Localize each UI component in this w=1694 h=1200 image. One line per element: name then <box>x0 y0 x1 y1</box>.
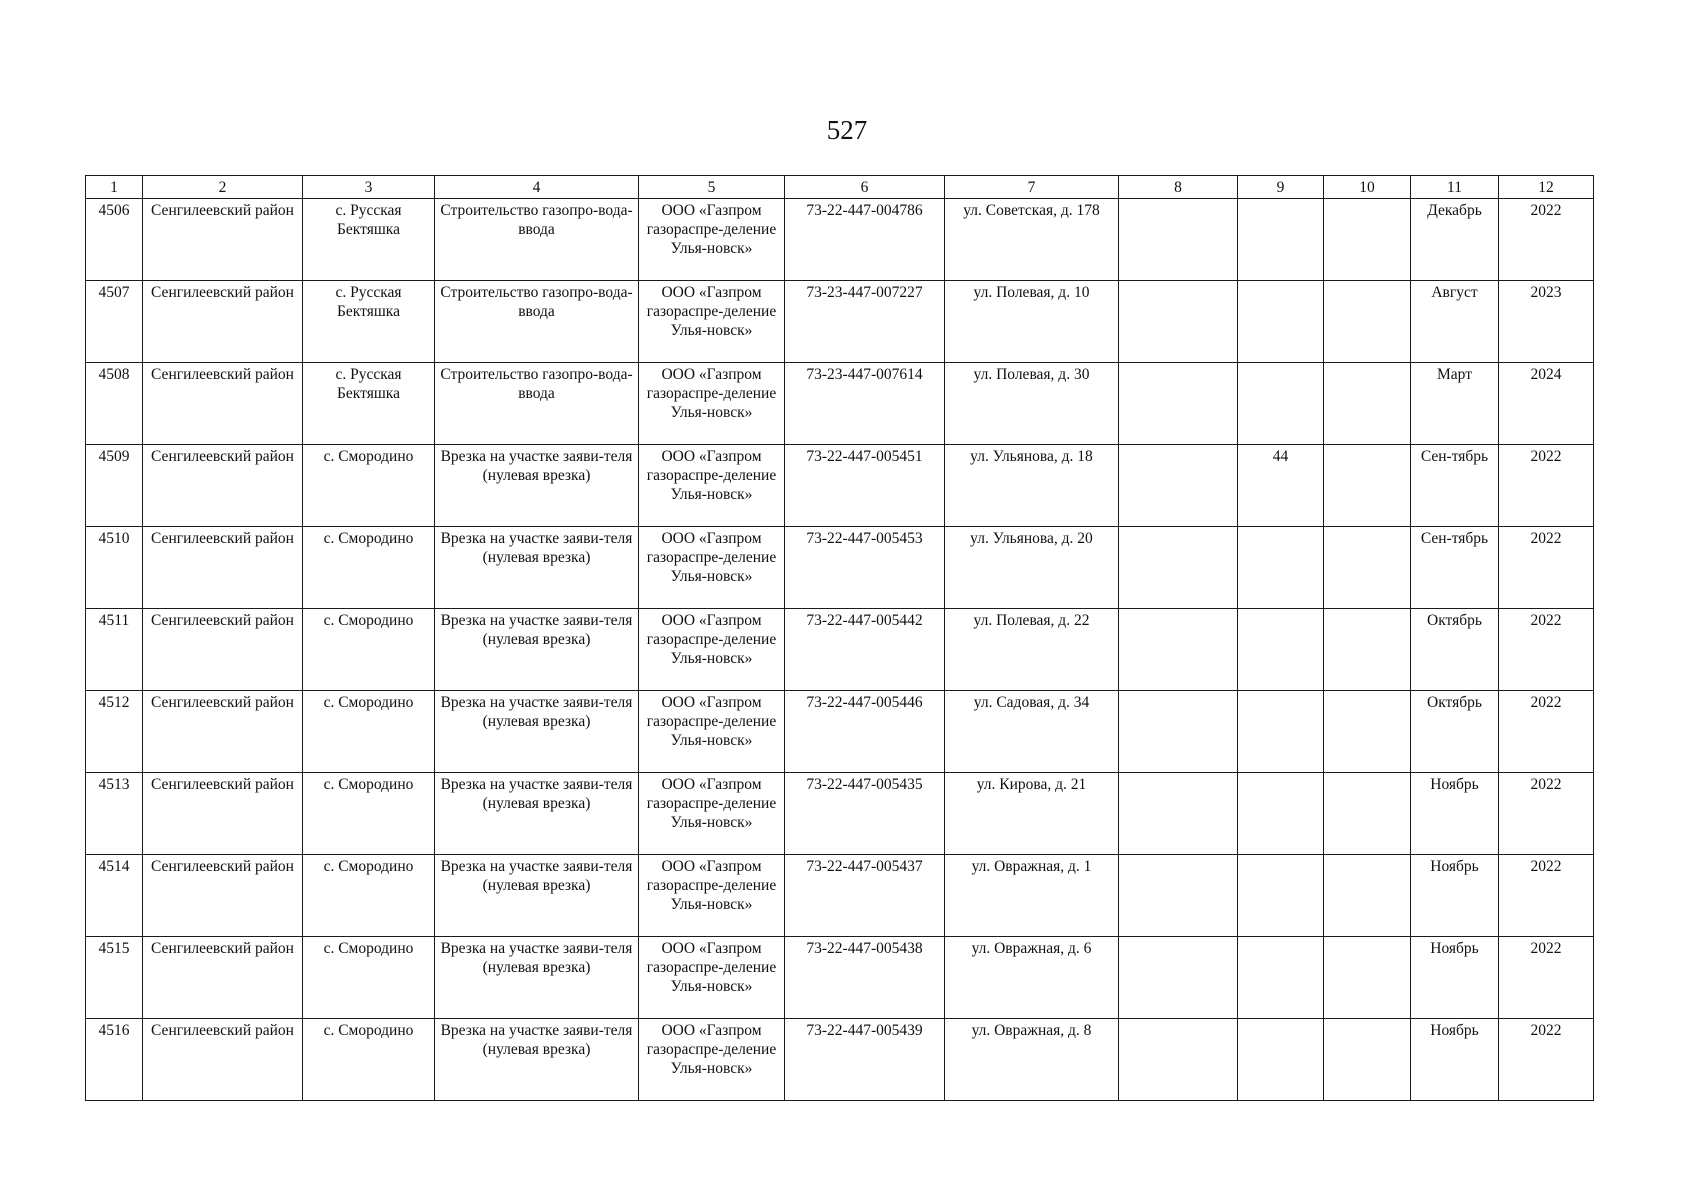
column-9-value <box>1238 855 1324 937</box>
row-number: 4514 <box>86 855 143 937</box>
year: 2023 <box>1499 281 1594 363</box>
work-type: Врезка на участке заяви-теля (нулевая врезка) <box>435 609 639 691</box>
column-header-12: 12 <box>1499 176 1594 199</box>
column-9-value <box>1238 691 1324 773</box>
column-10-value <box>1324 527 1411 609</box>
month: Ноябрь <box>1411 1019 1499 1101</box>
table-row <box>86 363 1594 445</box>
district: Сенгилеевский район <box>143 199 303 281</box>
table-row <box>86 1019 1594 1101</box>
month: Ноябрь <box>1411 855 1499 937</box>
organization: ООО «Газпром газораспре-деление Улья-новск» <box>639 855 785 937</box>
column-8-value <box>1119 855 1238 937</box>
column-8-value <box>1119 281 1238 363</box>
row-number: 4516 <box>86 1019 143 1101</box>
row-number: 4511 <box>86 609 143 691</box>
column-10-value <box>1324 773 1411 855</box>
object-code: 73-22-447-005438 <box>785 937 945 1019</box>
year: 2022 <box>1499 609 1594 691</box>
month: Октябрь <box>1411 609 1499 691</box>
row-number: 4510 <box>86 527 143 609</box>
address: ул. Овражная, д. 1 <box>945 855 1119 937</box>
address: ул. Полевая, д. 22 <box>945 609 1119 691</box>
column-header-6: 6 <box>785 176 945 199</box>
column-9-value <box>1238 609 1324 691</box>
organization: ООО «Газпром газораспре-деление Улья-новск» <box>639 609 785 691</box>
district: Сенгилеевский район <box>143 937 303 1019</box>
table-row <box>86 445 1594 527</box>
column-8-value <box>1119 445 1238 527</box>
table-row <box>86 937 1594 1019</box>
column-10-value <box>1324 855 1411 937</box>
table-row <box>86 855 1594 937</box>
month: Октябрь <box>1411 691 1499 773</box>
column-10-value <box>1324 609 1411 691</box>
column-10-value <box>1324 1019 1411 1101</box>
work-type: Врезка на участке заяви-теля (нулевая врезка) <box>435 527 639 609</box>
month: Ноябрь <box>1411 937 1499 1019</box>
organization: ООО «Газпром газораспре-деление Улья-новск» <box>639 773 785 855</box>
organization: ООО «Газпром газораспре-деление Улья-новск» <box>639 445 785 527</box>
column-header-2: 2 <box>143 176 303 199</box>
column-9-value <box>1238 937 1324 1019</box>
year: 2022 <box>1499 855 1594 937</box>
settlement: с. Русская Бектяшка <box>303 281 435 363</box>
column-header-9: 9 <box>1238 176 1324 199</box>
column-8-value <box>1119 363 1238 445</box>
address: ул. Садовая, д. 34 <box>945 691 1119 773</box>
month: Сен-тябрь <box>1411 527 1499 609</box>
month: Ноябрь <box>1411 773 1499 855</box>
row-number: 4513 <box>86 773 143 855</box>
column-header-8: 8 <box>1119 176 1238 199</box>
address: ул. Кирова, д. 21 <box>945 773 1119 855</box>
column-9-value <box>1238 773 1324 855</box>
column-header-11: 11 <box>1411 176 1499 199</box>
column-9-value <box>1238 281 1324 363</box>
object-code: 73-22-447-005439 <box>785 1019 945 1101</box>
settlement: с. Смородино <box>303 773 435 855</box>
table-row <box>86 527 1594 609</box>
work-type: Врезка на участке заяви-теля (нулевая врезка) <box>435 691 639 773</box>
organization: ООО «Газпром газораспре-деление Улья-новск» <box>639 363 785 445</box>
column-10-value <box>1324 691 1411 773</box>
district: Сенгилеевский район <box>143 281 303 363</box>
column-header-4: 4 <box>435 176 639 199</box>
column-10-value <box>1324 199 1411 281</box>
column-9-value <box>1238 1019 1324 1101</box>
column-9-value: 44 <box>1238 445 1324 527</box>
year: 2022 <box>1499 199 1594 281</box>
district: Сенгилеевский район <box>143 445 303 527</box>
district: Сенгилеевский район <box>143 527 303 609</box>
organization: ООО «Газпром газораспре-деление Улья-новск» <box>639 199 785 281</box>
organization: ООО «Газпром газораспре-деление Улья-новск» <box>639 281 785 363</box>
district: Сенгилеевский район <box>143 1019 303 1101</box>
work-type: Строительство газопро-вода-ввода <box>435 363 639 445</box>
table-row <box>86 199 1594 281</box>
row-number: 4507 <box>86 281 143 363</box>
year: 2022 <box>1499 937 1594 1019</box>
address: ул. Полевая, д. 30 <box>945 363 1119 445</box>
column-8-value <box>1119 609 1238 691</box>
gasification-table <box>85 175 1594 1101</box>
work-type: Врезка на участке заяви-теля (нулевая врезка) <box>435 1019 639 1101</box>
address: ул. Ульянова, д. 20 <box>945 527 1119 609</box>
settlement: с. Смородино <box>303 691 435 773</box>
column-8-value <box>1119 527 1238 609</box>
row-number: 4508 <box>86 363 143 445</box>
object-code: 73-22-447-005442 <box>785 609 945 691</box>
column-8-value <box>1119 937 1238 1019</box>
settlement: с. Русская Бектяшка <box>303 199 435 281</box>
organization: ООО «Газпром газораспре-деление Улья-новск» <box>639 691 785 773</box>
column-8-value <box>1119 1019 1238 1101</box>
month: Сен-тябрь <box>1411 445 1499 527</box>
year: 2022 <box>1499 1019 1594 1101</box>
table-body <box>86 199 1594 1101</box>
work-type: Врезка на участке заяви-теля (нулевая врезка) <box>435 937 639 1019</box>
column-9-value <box>1238 199 1324 281</box>
column-10-value <box>1324 445 1411 527</box>
organization: ООО «Газпром газораспре-деление Улья-новск» <box>639 937 785 1019</box>
work-type: Врезка на участке заяви-теля (нулевая врезка) <box>435 773 639 855</box>
column-9-value <box>1238 363 1324 445</box>
work-type: Строительство газопро-вода-ввода <box>435 199 639 281</box>
table-row <box>86 609 1594 691</box>
address: ул. Овражная, д. 8 <box>945 1019 1119 1101</box>
year: 2024 <box>1499 363 1594 445</box>
object-code: 73-22-447-005435 <box>785 773 945 855</box>
address: ул. Полевая, д. 10 <box>945 281 1119 363</box>
table-row <box>86 773 1594 855</box>
column-10-value <box>1324 937 1411 1019</box>
column-8-value <box>1119 773 1238 855</box>
address: ул. Овражная, д. 6 <box>945 937 1119 1019</box>
address: ул. Советская, д. 178 <box>945 199 1119 281</box>
settlement: с. Смородино <box>303 937 435 1019</box>
row-number: 4509 <box>86 445 143 527</box>
work-type: Врезка на участке заяви-теля (нулевая врезка) <box>435 855 639 937</box>
column-header-1: 1 <box>86 176 143 199</box>
table-row <box>86 281 1594 363</box>
object-code: 73-22-447-005451 <box>785 445 945 527</box>
object-code: 73-22-447-005437 <box>785 855 945 937</box>
month: Декабрь <box>1411 199 1499 281</box>
settlement: с. Смородино <box>303 609 435 691</box>
column-8-value <box>1119 691 1238 773</box>
month: Март <box>1411 363 1499 445</box>
table-row <box>86 691 1594 773</box>
column-header-10: 10 <box>1324 176 1411 199</box>
settlement: с. Русская Бектяшка <box>303 363 435 445</box>
organization: ООО «Газпром газораспре-деление Улья-новск» <box>639 527 785 609</box>
column-header-5: 5 <box>639 176 785 199</box>
year: 2022 <box>1499 773 1594 855</box>
settlement: с. Смородино <box>303 1019 435 1101</box>
object-code: 73-22-447-004786 <box>785 199 945 281</box>
address: ул. Ульянова, д. 18 <box>945 445 1119 527</box>
work-type: Строительство газопро-вода-ввода <box>435 281 639 363</box>
month: Август <box>1411 281 1499 363</box>
organization: ООО «Газпром газораспре-деление Улья-новск» <box>639 1019 785 1101</box>
row-number: 4515 <box>86 937 143 1019</box>
district: Сенгилеевский район <box>143 609 303 691</box>
year: 2022 <box>1499 691 1594 773</box>
column-8-value <box>1119 199 1238 281</box>
district: Сенгилеевский район <box>143 363 303 445</box>
column-10-value <box>1324 363 1411 445</box>
settlement: с. Смородино <box>303 527 435 609</box>
row-number: 4506 <box>86 199 143 281</box>
column-header-7: 7 <box>945 176 1119 199</box>
object-code: 73-23-447-007614 <box>785 363 945 445</box>
settlement: с. Смородино <box>303 855 435 937</box>
year: 2022 <box>1499 445 1594 527</box>
column-9-value <box>1238 527 1324 609</box>
district: Сенгилеевский район <box>143 773 303 855</box>
row-number: 4512 <box>86 691 143 773</box>
column-10-value <box>1324 281 1411 363</box>
object-code: 73-22-447-005446 <box>785 691 945 773</box>
column-number-row <box>86 176 1594 199</box>
settlement: с. Смородино <box>303 445 435 527</box>
year: 2022 <box>1499 527 1594 609</box>
page-number: 527 <box>826 115 868 145</box>
district: Сенгилеевский район <box>143 691 303 773</box>
object-code: 73-23-447-007227 <box>785 281 945 363</box>
column-header-3: 3 <box>303 176 435 199</box>
district: Сенгилеевский район <box>143 855 303 937</box>
work-type: Врезка на участке заяви-теля (нулевая врезка) <box>435 445 639 527</box>
object-code: 73-22-447-005453 <box>785 527 945 609</box>
